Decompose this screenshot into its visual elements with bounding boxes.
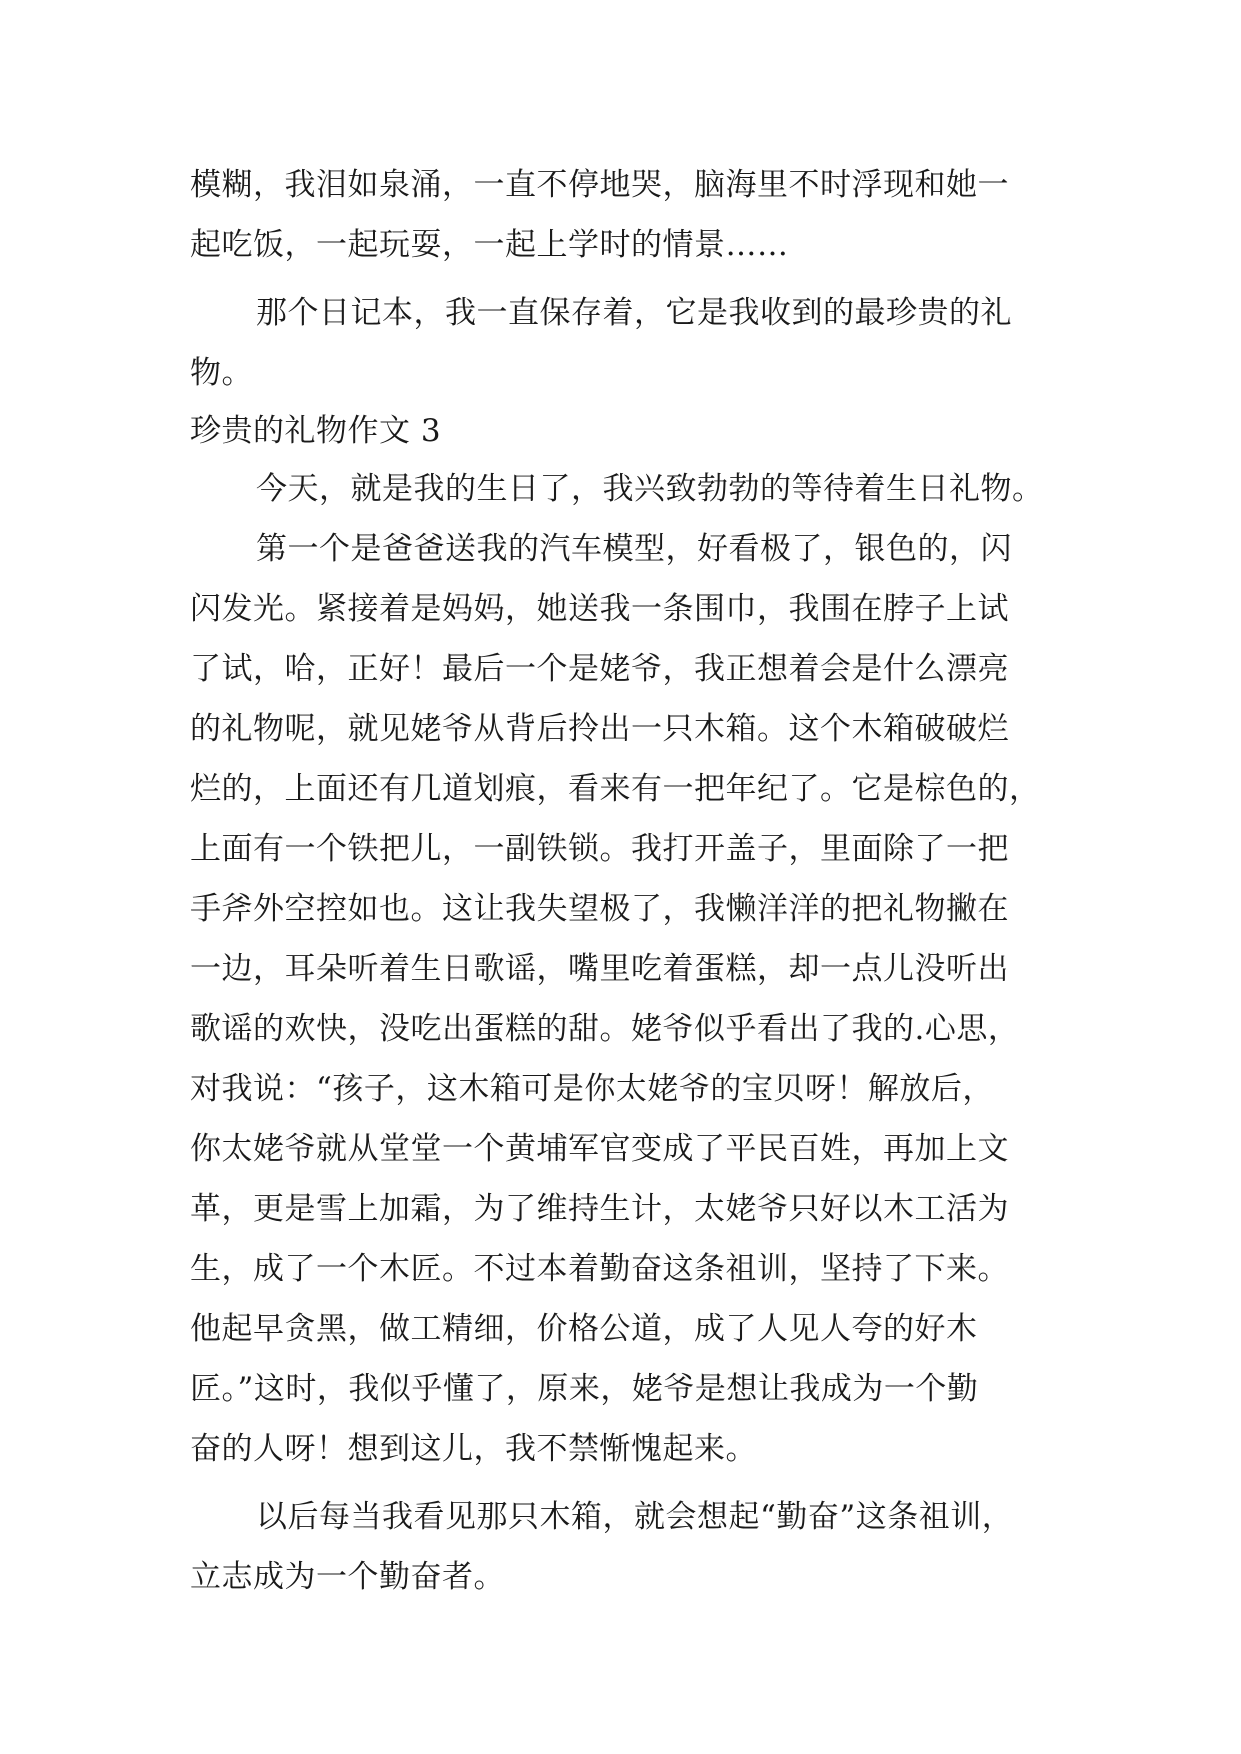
text-line: 一边，耳朵听着生日歌谣，嘴里吃着蛋糕，却一点儿没听出	[190, 951, 1009, 987]
document-body	[190, 155, 1060, 1607]
text-line: 革，更是雪上加霜，为了维持生计，太姥爷只好以木工活为	[190, 1191, 1009, 1227]
text-line: 对我说：“孩子，这木箱可是你太姥爷的宝贝呀！解放后，	[190, 1071, 994, 1107]
text-line: 上面有一个铁把儿，一副铁锁。我打开盖子，里面除了一把	[190, 831, 1009, 867]
text-line: 歌谣的欢快，没吃出蛋糕的甜。姥爷似乎看出了我的.心思，	[190, 1011, 1020, 1047]
text-line: 的礼物呢，就见姥爷从背后拎出一只木箱。这个木箱破破烂	[190, 711, 1009, 747]
text-line: 物。	[190, 355, 253, 391]
text-line: 匠。”这时，我似乎懂了，原来，姥爷是想让我成为一个勤	[190, 1371, 979, 1407]
text-line: 那个日记本，我一直保存着，它是我收到的最珍贵的礼	[256, 295, 1012, 331]
text-line: 闪发光。紧接着是妈妈，她送我一条围巾，我围在脖子上试	[190, 591, 1009, 627]
paragraph-birthday	[190, 459, 1060, 519]
text-line: 立志成为一个勤奋者。	[190, 1559, 505, 1595]
section-heading: 珍贵的礼物作文 3	[190, 413, 442, 449]
paragraph-diary	[190, 283, 1060, 403]
text-line: 烂的，上面还有几道划痕，看来有一把年纪了。它是棕色的，	[190, 771, 1041, 807]
text-line: 生，成了一个木匠。不过本着勤奋这条祖训，坚持了下来。	[190, 1251, 1009, 1287]
text-line: 你太姥爷就从堂堂一个黄埔军官变成了平民百姓，再加上文	[190, 1131, 1009, 1167]
text-line: 以后每当我看见那只木箱，就会想起“勤奋”这条祖训，	[256, 1499, 1014, 1535]
text-line: 今天，就是我的生日了，我兴致勃勃的等待着生日礼物。	[256, 471, 1044, 507]
text-line: 奋的人呀！想到这儿，我不禁惭愧起来。	[190, 1431, 757, 1467]
text-line: 第一个是爸爸送我的汽车模型，好看极了，银色的，闪	[256, 531, 1012, 567]
text-line: 他起早贪黑，做工精细，价格公道，成了人见人夸的好木	[190, 1311, 978, 1347]
text-line: 模糊，我泪如泉涌，一直不停地哭，脑海里不时浮现和她一	[190, 167, 1009, 203]
paragraph-main	[190, 519, 1060, 1479]
text-line: 了试，哈，正好！最后一个是姥爷，我正想着会是什么漂亮	[190, 651, 1009, 687]
paragraph-ending	[190, 1487, 1060, 1607]
text-line: 起吃饭，一起玩耍，一起上学时的情景……	[190, 227, 789, 263]
text-line: 手斧外空控如也。这让我失望极了，我懒洋洋的把礼物撇在	[190, 891, 1009, 927]
paragraph-intro	[190, 155, 1060, 275]
